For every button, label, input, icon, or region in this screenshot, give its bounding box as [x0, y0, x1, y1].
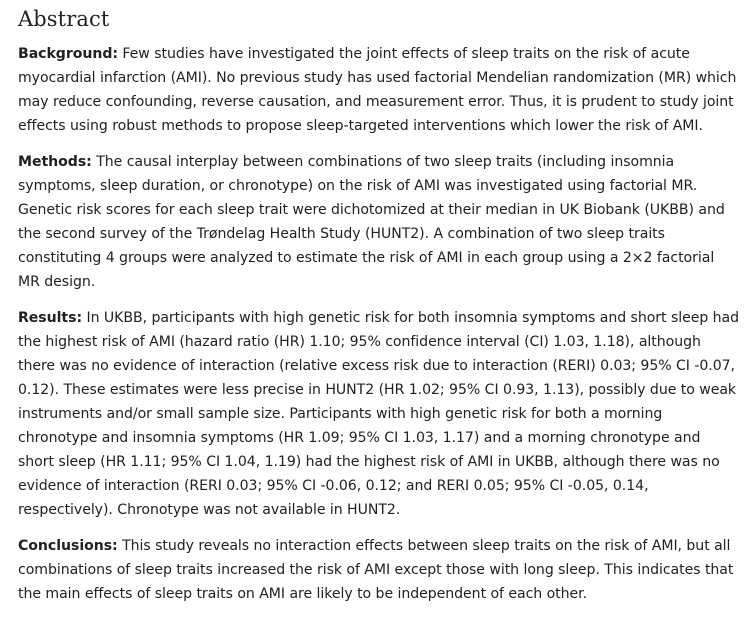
abstract-container [18, 4, 740, 618]
background-label: Background: [18, 46, 118, 62]
background-text: Few studies have investigated the joint effects of sleep traits on the risk of acute myocardial infarction (AMI). No previous study has used factorial Mendelian randomization (MR) which may reduce confounding, reverse causation, and measurement error. Thus, it is prudent to study joint effects using robust methods to propose sleep-targeted interventions which lower the risk of AMI. [18, 46, 737, 134]
results-section [18, 306, 740, 522]
methods-text: The causal interplay between combinations of two sleep traits (including insomnia symptoms, sleep duration, or chronotype) on the risk of AMI was investigated using factorial MR. Genetic risk scores for each sleep trait were dichotomized at their median in UK Biobank (UKBB) and the second survey of the Trøndelag Health Study (HUNT2). A combination of two sleep traits constituting 4 groups were analyzed to estimate the risk of AMI in each group using a 2×2 factorial MR design. [18, 154, 725, 290]
methods-label: Methods: [18, 154, 92, 170]
conclusions-label: Conclusions: [18, 538, 118, 554]
results-text: In UKBB, participants with high genetic risk for both insomnia symptoms and short sleep had the highest risk of AMI (hazard ratio (HR) 1.10; 95% confidence interval (CI) 1.03, 1.18), although there was no evidence of interaction (relative excess risk due to interaction (RERI) 0.03; 95% CI -0.07, 0.12). These estimates were less precise in HUNT2 (HR 1.02; 95% CI 0.93, 1.13), possibly due to weak instruments and/or small sample size. Participants with high genetic risk for both a morning chronotype and insomnia symptoms (HR 1.09; 95% CI 1.03, 1.17) and a morning chronotype and short sleep (HR 1.11; 95% CI 1.04, 1.19) had the highest risk of AMI in UKBB, although there was no evidence of interaction (RERI 0.03; 95% CI -0.06, 0.12; and RERI 0.05; 95% CI -0.05, 0.14, respectively). Chronotype was not available in HUNT2. [18, 310, 740, 518]
methods-section [18, 150, 740, 294]
abstract-heading: Abstract [18, 7, 110, 31]
results-label: Results: [18, 310, 83, 326]
background-section [18, 42, 740, 138]
conclusions-text: This study reveals no interaction effects between sleep traits on the risk of AMI, but all combinations of sleep traits increased the risk of AMI except those with long sleep. This indicates that the main effects of sleep traits on AMI are likely to be independent of each other. [18, 538, 734, 602]
conclusions-section [18, 534, 740, 606]
